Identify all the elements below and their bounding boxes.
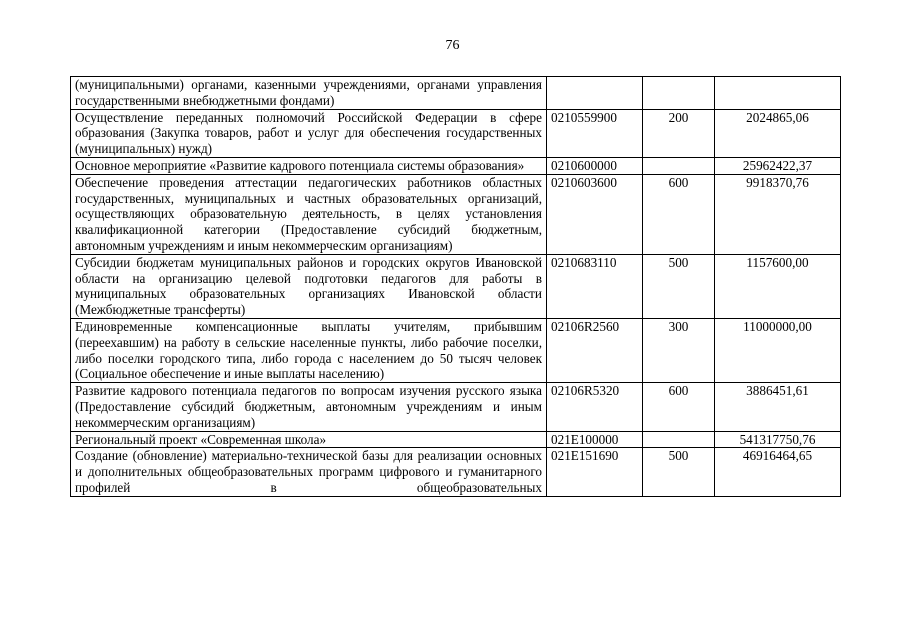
row-name-cell: Единовременные компенсационные выплаты учителям, прибывшим (переехавшим) на работу в сельские населенные пункты, либо рабочие поселки, либо поселки городского типа, либо города с населением до 50 тысяч человек (Социальное обеспечение и иные выплаты населению): [71, 318, 547, 382]
row-amount-cell: 541317750,76: [715, 431, 841, 448]
row-amount-cell: 1157600,00: [715, 254, 841, 318]
row-amount-cell: 11000000,00: [715, 318, 841, 382]
row-amount-cell: [715, 77, 841, 110]
table-row: [71, 77, 841, 110]
row-name-cell: Основное мероприятие «Развитие кадрового потенциала системы образования»: [71, 157, 547, 174]
row-name-cell: Создание (обновление) материально-технической базы для реализации основных и дополнительных общеобразовательных программ цифрового и гуманитарного профилей в общеобразовательных: [71, 448, 547, 496]
row-amount-cell: 9918370,76: [715, 174, 841, 254]
row-amount-cell: 2024865,06: [715, 109, 841, 157]
row-amount-cell: 3886451,61: [715, 383, 841, 431]
row-expense-type-cell: 200: [643, 109, 715, 157]
row-name-cell: Обеспечение проведения аттестации педагогических работников областных государственных, муниципальных и частных образовательных организаций, осуществляющих образовательную деятельность, в целях установления квалификационной категории (Предоставление субсидий бюджетным, автономным учреждениям и иным некоммерческим организациям): [71, 174, 547, 254]
row-expense-type-cell: 300: [643, 318, 715, 382]
row-code-cell: 02106R2560: [547, 318, 643, 382]
row-amount-cell: 25962422,37: [715, 157, 841, 174]
row-code-cell: 0210559900: [547, 109, 643, 157]
row-code-cell: 0210683110: [547, 254, 643, 318]
table-row: [71, 318, 841, 382]
table-row: [71, 254, 841, 318]
row-code-cell: 021E151690: [547, 448, 643, 496]
row-expense-type-cell: 500: [643, 448, 715, 496]
row-code-cell: 02106R5320: [547, 383, 643, 431]
row-code-cell: 0210603600: [547, 174, 643, 254]
row-name-cell: Региональный проект «Современная школа»: [71, 431, 547, 448]
page-number: 76: [445, 38, 460, 53]
row-expense-type-cell: [643, 77, 715, 110]
row-expense-type-cell: [643, 431, 715, 448]
table-row: [71, 431, 841, 448]
row-expense-type-cell: [643, 157, 715, 174]
row-code-cell: [547, 77, 643, 110]
row-name-cell: Субсидии бюджетам муниципальных районов и городских округов Ивановской области на организацию целевой подготовки педагогов для работы в муниципальных образовательных организациях Ивановской области (Межбюджетные трансферты): [71, 254, 547, 318]
row-code-cell: 0210600000: [547, 157, 643, 174]
table-row: [71, 448, 841, 496]
row-amount-cell: 46916464,65: [715, 448, 841, 496]
table-row: [71, 174, 841, 254]
budget-table: [70, 76, 841, 497]
table-row: [71, 157, 841, 174]
row-expense-type-cell: 600: [643, 174, 715, 254]
table-row: [71, 383, 841, 431]
row-name-cell: (муниципальными) органами, казенными учреждениями, органами управления государственными внебюджетными фондами): [71, 77, 547, 110]
table-row: [71, 109, 841, 157]
row-expense-type-cell: 500: [643, 254, 715, 318]
row-expense-type-cell: 600: [643, 383, 715, 431]
row-code-cell: 021E100000: [547, 431, 643, 448]
row-name-cell: Развитие кадрового потенциала педагогов по вопросам изучения русского языка (Предоставление субсидий бюджетным, автономным учреждениям и иным некоммерческим организациям): [71, 383, 547, 431]
row-name-cell: Осуществление переданных полномочий Российской Федерации в сфере образования (Закупка товаров, работ и услуг для обеспечения государственных (муниципальных) нужд): [71, 109, 547, 157]
